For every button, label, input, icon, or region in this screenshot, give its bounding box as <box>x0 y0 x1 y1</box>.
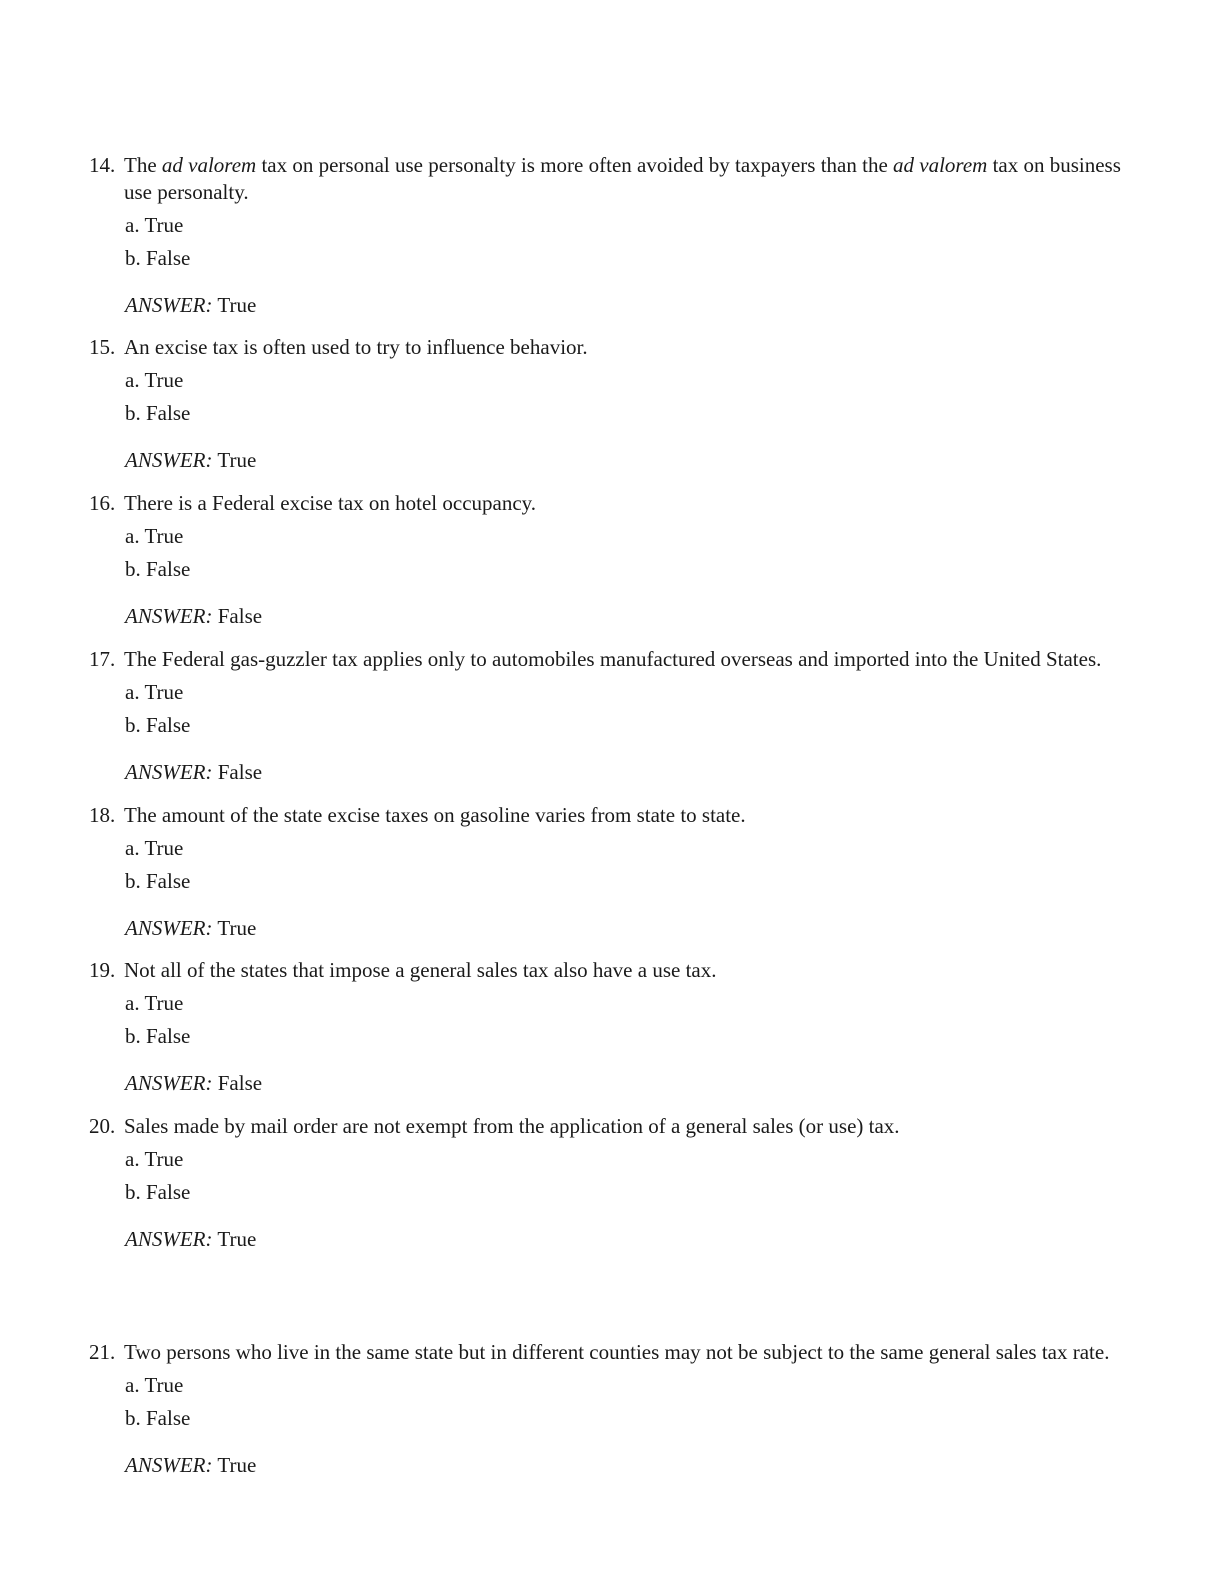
answer-value: True <box>217 916 257 940</box>
option-b: b. False <box>125 1406 191 1430</box>
question-19 <box>89 957 1149 1097</box>
question-14 <box>89 152 1149 319</box>
option-a: a. True <box>125 991 184 1015</box>
question-number: 14. <box>89 153 116 177</box>
question-number: 15. <box>89 335 116 359</box>
question-number: 20. <box>89 1114 116 1138</box>
question-stem: 20. Sales made by mail order are not exempt from the application of a general sales (or use) tax. <box>89 1114 900 1138</box>
answer-value: True <box>217 293 257 317</box>
option-b: b. False <box>125 1180 191 1204</box>
question-number: 16. <box>89 491 116 515</box>
option-a: a. True <box>125 213 184 237</box>
answer <box>125 1452 1149 1479</box>
answer-label: ANSWER: <box>125 293 213 317</box>
answer-label: ANSWER: <box>125 916 213 940</box>
option-a: a. True <box>125 1147 184 1171</box>
answer-label: ANSWER: <box>125 1071 213 1095</box>
question-stem: 16. There is a Federal excise tax on hotel occupancy. <box>89 491 537 515</box>
answer <box>125 1226 1149 1253</box>
answer <box>125 447 1149 474</box>
option-a: a. True <box>125 524 184 548</box>
answer-label: ANSWER: <box>125 1227 213 1251</box>
answer-value: False <box>217 1071 263 1095</box>
answer-value: True <box>217 1453 257 1477</box>
option-b: b. False <box>125 401 191 425</box>
option-a: a. True <box>125 368 184 392</box>
option-a: a. True <box>125 836 184 860</box>
answer-value: True <box>217 1227 257 1251</box>
answer-value: False <box>217 760 263 784</box>
question-stem: 17. The Federal gas-guzzler tax applies only to automobiles manufactured overseas and imported into the United States. <box>89 647 1102 671</box>
answer-value: True <box>217 448 257 472</box>
answer <box>125 603 1149 630</box>
answer <box>125 1070 1149 1097</box>
option-b: b. False <box>125 713 191 737</box>
question-stem: 15. An excise tax is often used to try to influence behavior. <box>89 335 588 359</box>
answer-label: ANSWER: <box>125 448 213 472</box>
question-18 <box>89 802 1149 942</box>
question-21 <box>89 1339 1149 1479</box>
answer-label: ANSWER: <box>125 604 213 628</box>
ad-valorem-term: ad valorem <box>161 153 257 177</box>
question-stem: 14. The ad valorem tax on personal use personalty is more often avoided by taxpayers than the ad valorem tax on business use personalty. <box>89 153 1121 204</box>
answer-label: ANSWER: <box>125 1453 213 1477</box>
question-number: 18. <box>89 803 116 827</box>
answer-label: ANSWER: <box>125 760 213 784</box>
question-number: 19. <box>89 958 116 982</box>
option-a: a. True <box>125 1373 184 1397</box>
question-20 <box>89 1113 1149 1253</box>
question-16 <box>89 490 1149 630</box>
question-15 <box>89 334 1149 474</box>
option-b: b. False <box>125 1024 191 1048</box>
question-stem: 18. The amount of the state excise taxes on gasoline varies from state to state. <box>89 803 746 827</box>
question-stem: 21. Two persons who live in the same state but in different counties may not be subject to the same general sales tax rate. <box>89 1340 1110 1364</box>
option-b: b. False <box>125 246 191 270</box>
question-number: 21. <box>89 1340 116 1364</box>
question-stem: 19. Not all of the states that impose a general sales tax also have a use tax. <box>89 958 717 982</box>
option-b: b. False <box>125 557 191 581</box>
question-17 <box>89 646 1149 786</box>
answer-value: False <box>217 604 263 628</box>
ad-valorem-term: ad valorem <box>893 153 988 177</box>
answer <box>125 915 1149 942</box>
option-a: a. True <box>125 680 184 704</box>
option-b: b. False <box>125 869 191 893</box>
answer <box>125 292 1149 319</box>
question-number: 17. <box>89 647 116 671</box>
answer <box>125 759 1149 786</box>
